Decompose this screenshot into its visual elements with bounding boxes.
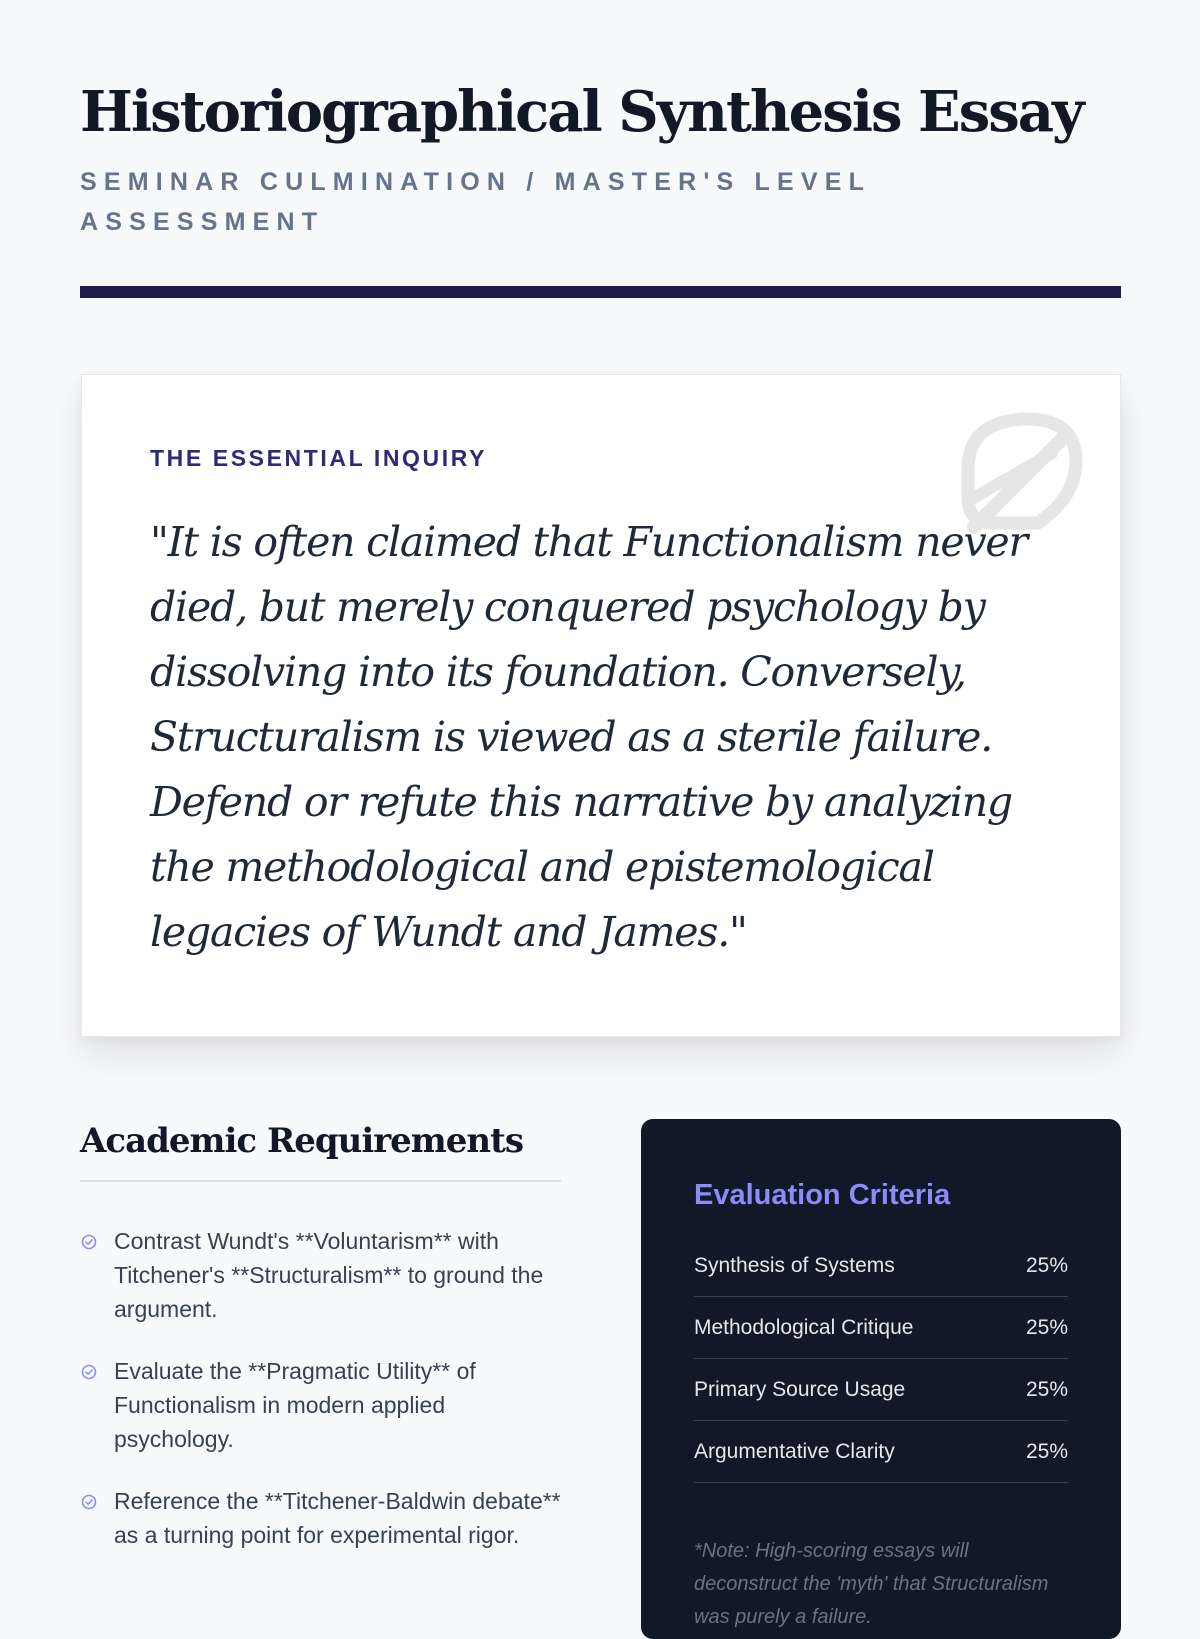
criteria-weight: 25% bbox=[1025, 1253, 1068, 1277]
criteria-weight: 25% bbox=[1025, 1315, 1068, 1339]
lower-section bbox=[80, 1118, 1122, 1628]
inquiry-quote: "It is often claimed that Functionalism never died, but merely conquered psychology by dissolving into its foundation. Conversely, Structuralism is viewed as a sterile failure. Defend or refute this narrative by analyzing the methodological and epistemological legacies of Wundt and James." bbox=[150, 518, 1027, 956]
page-header bbox=[80, 0, 1120, 298]
evaluation-title: Evaluation Criteria bbox=[694, 1179, 951, 1211]
criteria-list bbox=[694, 1235, 1068, 1483]
requirement-text: Reference the **Titchener-Baldwin debate** as a turning point for experimental rigor. bbox=[114, 1488, 561, 1548]
criteria-row bbox=[694, 1359, 1068, 1421]
check-circle-icon bbox=[80, 1363, 98, 1381]
academic-requirements bbox=[80, 1118, 561, 1580]
criteria-name: Synthesis of Systems bbox=[694, 1253, 895, 1277]
inquiry-label: THE ESSENTIAL INQUIRY bbox=[150, 445, 488, 471]
header-divider bbox=[80, 286, 1121, 298]
criteria-weight: 25% bbox=[1025, 1439, 1068, 1463]
criteria-weight: 25% bbox=[1025, 1377, 1068, 1401]
page-title: Historiographical Synthesis Essay bbox=[80, 79, 1083, 145]
evaluation-note: *Note: High-scoring essays will deconstruct the 'myth' that Structuralism was purely a failure. bbox=[694, 1540, 1049, 1628]
page-subtitle: SEMINAR CULMINATION / MASTER'S LEVEL ASSESSMENT bbox=[80, 168, 871, 236]
list-item bbox=[80, 1224, 561, 1326]
criteria-row bbox=[694, 1421, 1068, 1483]
evaluation-criteria-panel bbox=[641, 1119, 1121, 1639]
criteria-row bbox=[694, 1297, 1068, 1359]
requirement-text: Contrast Wundt's **Voluntarism** with Titchener's **Structuralism** to ground the argument. bbox=[114, 1228, 544, 1322]
essential-inquiry-card bbox=[81, 374, 1121, 1037]
criteria-name: Primary Source Usage bbox=[694, 1377, 906, 1401]
criteria-name: Methodological Critique bbox=[694, 1315, 914, 1339]
requirement-text: Evaluate the **Pragmatic Utility** of Functionalism in modern applied psychology. bbox=[114, 1358, 476, 1452]
requirements-list bbox=[80, 1224, 561, 1552]
requirements-title: Academic Requirements bbox=[80, 1118, 561, 1182]
check-circle-icon bbox=[80, 1493, 98, 1511]
criteria-row bbox=[694, 1235, 1068, 1297]
list-item bbox=[80, 1354, 561, 1456]
list-item bbox=[80, 1484, 561, 1552]
criteria-name: Argumentative Clarity bbox=[694, 1439, 895, 1463]
check-circle-icon bbox=[80, 1233, 98, 1251]
